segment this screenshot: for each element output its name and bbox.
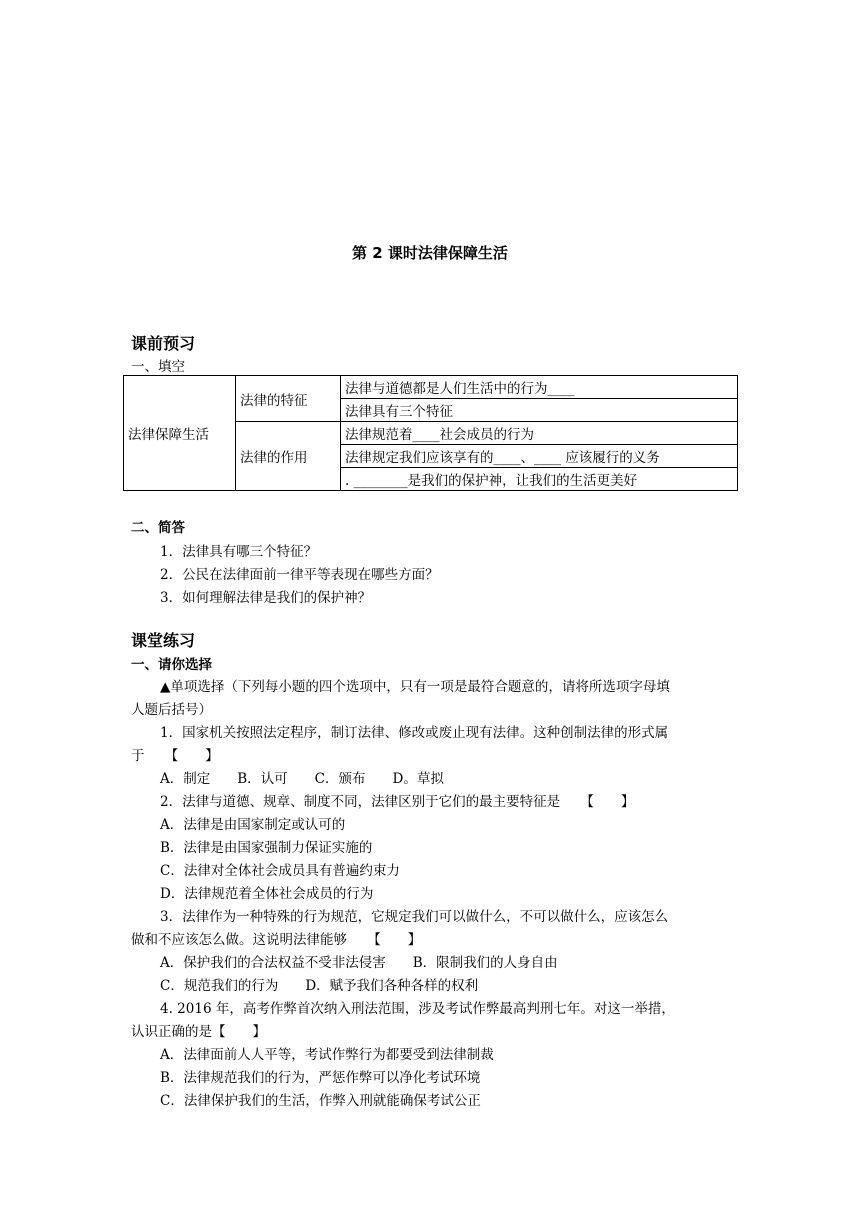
instruction-line: 人题后括号） — [131, 702, 212, 718]
question-line: 认识正确的是【 】 — [131, 1024, 266, 1040]
option-line: C．法律保护我们的生活，作弊入刑就能确保考试公正 — [160, 1093, 481, 1109]
short-question: 2．公民在法律面前一律平等表现在哪些方面？ — [160, 567, 439, 583]
table-row: 法律规定我们应该享有的____、____ 应该履行的义务 — [341, 445, 738, 468]
fill-table — [123, 375, 738, 491]
table-row: 法律与道德都是人们生活中的行为____ — [341, 376, 738, 399]
choose-heading: 一、请你选择 — [131, 657, 212, 673]
question-line: 做和不应该怎么做。这说明法律能够 【 】 — [131, 932, 422, 948]
page-title: 第 2 课时法律保障生活 — [352, 244, 508, 262]
option-line: C．规范我们的行为 D．赋予我们各种各样的权利 — [160, 978, 479, 994]
option-line: A．制定 B．认可 C．颁布 D。草拟 — [160, 771, 444, 787]
option-line: D．法律规范着全体社会成员的行为 — [160, 886, 374, 902]
short-question: 1．法律具有哪三个特征？ — [160, 544, 318, 560]
table-functions-label: 法律的作用 — [236, 422, 341, 491]
table-row: 法律规范着____社会成员的行为 — [341, 422, 738, 445]
short-answer-heading: 二、简答 — [131, 520, 185, 536]
option-line: A．保护我们的合法权益不受非法侵害 B．限制我们的人身自由 — [160, 955, 558, 971]
table-row: 法律具有三个特征 — [341, 399, 738, 422]
option-line: B．法律是由国家强制力保证实施的 — [160, 840, 373, 856]
table-features-label: 法律的特征 — [236, 376, 341, 422]
question-line: 3．法律作为一种特殊的行为规范，它规定我们可以做什么，不可以做什么，应该怎么 — [160, 909, 669, 925]
option-line: C．法律对全体社会成员具有普遍约束力 — [160, 863, 400, 879]
option-line: B．法律规范我们的行为，严惩作弊可以净化考试环境 — [160, 1070, 481, 1086]
short-question: 3．如何理解法律是我们的保护神？ — [160, 590, 372, 606]
option-line: A．法律是由国家制定或认可的 — [160, 817, 346, 833]
section-heading-preview: 课前预习 — [131, 334, 196, 353]
option-line: A．法律面前人人平等，考试作弊行为都要受到法律制裁 — [160, 1047, 494, 1063]
question-line: 于 【 】 — [131, 748, 219, 764]
table-row: . ________是我们的保护神，让我们的生活更美好 — [341, 468, 738, 491]
section-heading-practice: 课堂练习 — [131, 631, 196, 650]
fill-heading: 一、填空 — [131, 359, 185, 375]
instruction-line: ▲单项选择（下列每小题的四个选项中，只有一项是最符合题意的，请将所选项字母填 — [160, 679, 670, 695]
question-line: 1．国家机关按照法定程序，制订法律、修改或废止现有法律。这种创制法律的形式属 — [160, 725, 669, 741]
table-main-label: 法律保障生活 — [124, 376, 236, 491]
question-line: 2．法律与道德、规章、制度不同，法律区别于它们的最主要特征是 【 】 — [160, 794, 635, 810]
question-line: 4. 2016 年，高考作弊首次纳入刑法范围，涉及考试作弊最高判刑七年。对这一举措， — [160, 1001, 675, 1017]
